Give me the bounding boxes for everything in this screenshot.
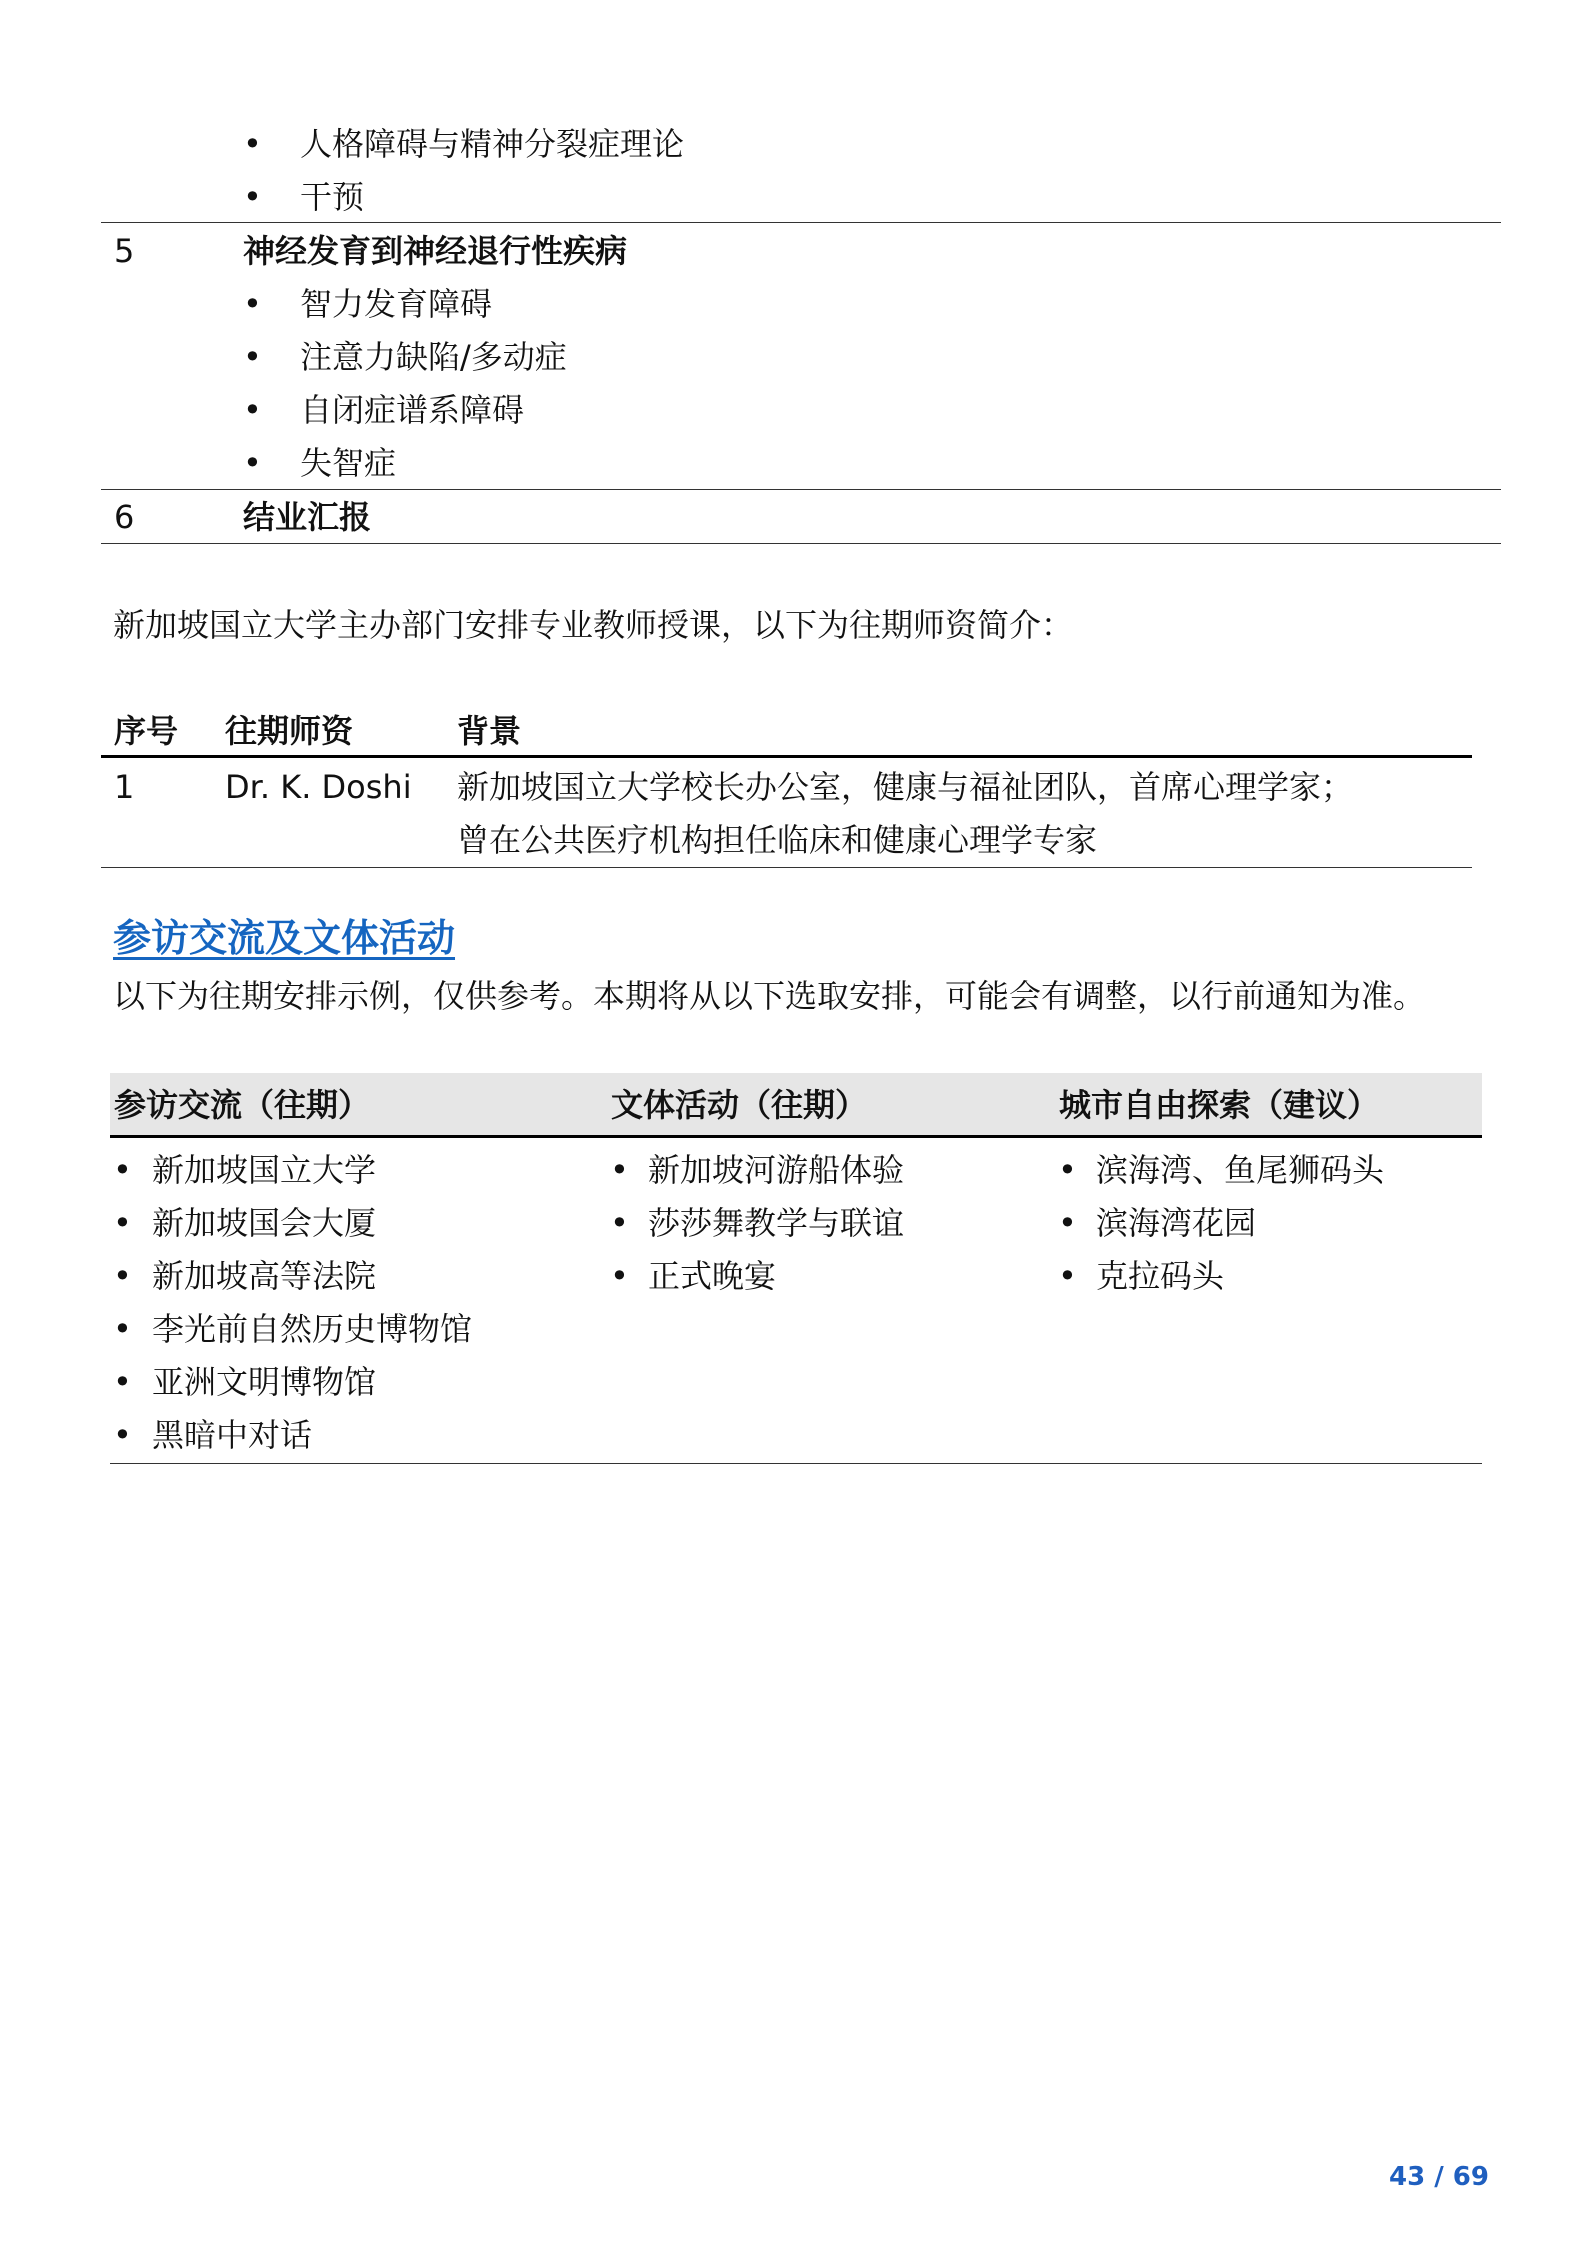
module-title: 结业汇报 xyxy=(243,498,372,536)
module-number: 6 xyxy=(114,498,135,536)
faculty-number: 1 xyxy=(114,768,135,806)
row-divider xyxy=(110,1463,1482,1464)
column-header-culture: 文体活动（往期） xyxy=(611,1086,868,1124)
header-faculty: 往期师资 xyxy=(225,712,354,750)
header-divider xyxy=(110,1135,1482,1138)
header-background: 背景 xyxy=(457,712,522,750)
page-number: 43 / 69 xyxy=(1389,2162,1489,2192)
column-header-visits: 参访交流（往期） xyxy=(114,1086,371,1124)
faculty-background-line: 曾在公共医疗机构担任临床和健康心理学专家 xyxy=(457,821,1098,859)
module-number: 5 xyxy=(114,232,135,270)
column-header-explore: 城市自由探索（建议） xyxy=(1059,1086,1380,1124)
row-divider xyxy=(101,543,1501,544)
header-number: 序号 xyxy=(114,712,179,750)
row-divider xyxy=(101,222,1501,223)
faculty-background-line: 新加坡国立大学校长办公室，健康与福祉团队，首席心理学家； xyxy=(457,768,1354,806)
faculty-name: Dr. K. Doshi xyxy=(225,768,412,806)
header-divider xyxy=(101,755,1472,758)
module-title: 神经发育到神经退行性疾病 xyxy=(243,232,628,270)
row-divider xyxy=(101,489,1501,490)
section-title: 参访交流及文体活动 xyxy=(113,916,456,960)
faculty-intro: 新加坡国立大学主办部门安排专业教师授课，以下为往期师资简介： xyxy=(113,606,1074,644)
section-note: 以下为往期安排示例，仅供参考。本期将从以下选取安排，可能会有调整，以行前通知为准。 xyxy=(113,977,1426,1015)
row-divider xyxy=(101,867,1472,868)
